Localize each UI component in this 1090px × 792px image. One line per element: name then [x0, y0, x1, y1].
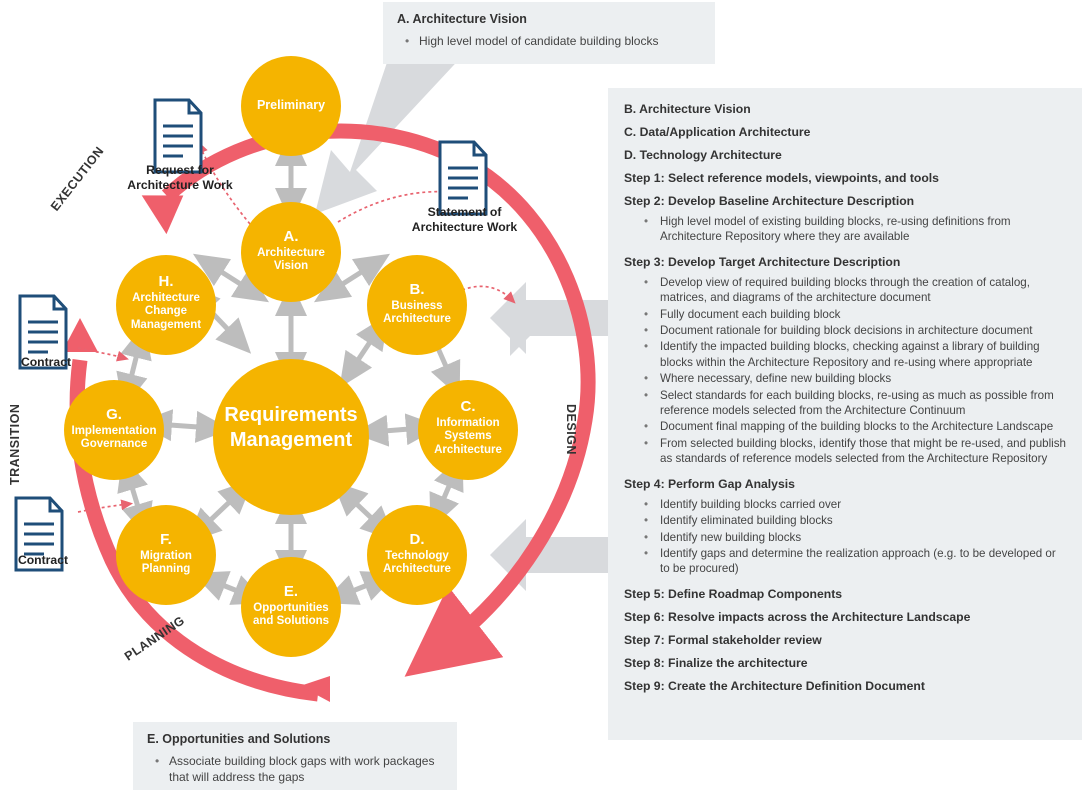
list-item: • Document final mapping of the building blocks to the Architecture Landscape [624, 419, 1066, 434]
circle-e [241, 557, 341, 657]
callout-opps-bullet-1: • Associate building block gaps with work packages that will address the gaps [147, 753, 443, 785]
phase-d-line1: Technology [385, 550, 449, 563]
panel-heading-step1: Step 1: Select reference models, viewpoints, and tools [624, 171, 939, 185]
circle-d [367, 505, 467, 605]
circle-b [367, 255, 467, 355]
center-line1: Requirements [224, 404, 358, 426]
panel-heading-step2: Step 2: Develop Baseline Architecture Description [624, 194, 915, 208]
center-line2: Management [229, 429, 353, 451]
phase-f-letter: F. [160, 531, 172, 548]
circle-a [241, 202, 341, 302]
phase-b-letter: B. [409, 281, 425, 298]
circle-c [418, 380, 518, 480]
list-item: • High level model of existing building blocks, re-using definitions from Architecture Repository where they are available [624, 214, 1066, 245]
list-item: • From selected building blocks, identify those that might be re-used, and publish as standards of reference models selected from the Architecture Repository [624, 436, 1066, 467]
circle-requirements-management [213, 359, 369, 515]
request-line2: Architecture Work [127, 178, 233, 193]
panel-heading-step8: Step 8: Finalize the architecture [624, 655, 808, 670]
callout-opps-list [147, 753, 443, 785]
label-statement-of-architecture-work [392, 205, 537, 236]
panel-heading-d: D. Technology Architecture [624, 148, 782, 162]
panel-list-step2 [624, 214, 1066, 245]
phase-g-letter: G. [106, 406, 122, 423]
label-preliminary: Preliminary [256, 98, 326, 112]
cycle-word-design: DESIGN [564, 404, 578, 455]
phase-c-letter: C. [460, 398, 476, 415]
callout-opportunities-and-solutions [133, 722, 457, 790]
cycle-word-transition: TRANSITION [8, 403, 22, 485]
phase-d-letter: D. [409, 531, 425, 548]
circle-preliminary [241, 56, 341, 156]
cycle-word-execution: EXECUTION [48, 143, 107, 214]
phase-b-line1: Business [391, 300, 443, 313]
circle-f [116, 505, 216, 605]
list-item: • Where necessary, define new building blocks [624, 371, 1066, 386]
phase-e-letter: E. [283, 583, 299, 600]
callout-opps-title: E. Opportunities and Solutions [147, 732, 331, 746]
list-item: • Select standards for each building blocks, re-using as much as possible from reference models selected from the Architecture Continuum [624, 388, 1066, 419]
contract-bottom-text: Contract [17, 553, 69, 567]
phase-c-line3: Architecture [434, 443, 502, 456]
phase-h-line3: Management [130, 318, 202, 331]
list-item: • Identify eliminated building blocks [624, 513, 1066, 528]
callout-vision-title: A. Architecture Vision [397, 12, 527, 26]
panel-list-step3 [624, 275, 1066, 467]
phase-d-line2: Architecture [383, 563, 451, 576]
circle-g [64, 380, 164, 480]
label-contract-bottom [0, 553, 86, 568]
statement-line2: Architecture Work [411, 220, 518, 235]
panel-heading-step6: Step 6: Resolve impacts across the Architecture Landscape [624, 609, 971, 624]
panel-heading-c: C. Data/Application Architecture [624, 125, 811, 139]
phase-g-line1: Implementation [71, 425, 157, 438]
phase-e-line1: Opportunities [253, 602, 329, 615]
panel-heading-step7: Step 7: Formal stakeholder review [624, 632, 822, 647]
cycle-word-planning: PLANNING [122, 613, 188, 664]
panel-heading-step9: Step 9: Create the Architecture Definition Document [624, 678, 925, 693]
phase-c-line2: Systems [444, 430, 492, 443]
phase-b-line2: Architecture [383, 313, 451, 326]
list-item: • Develop view of required building blocks through the creation of catalog, matrices, and diagrams of the architecture document [624, 275, 1066, 306]
circle-h [116, 255, 216, 355]
panel-heading-step3: Step 3: Develop Target Architecture Description [624, 254, 901, 269]
phase-f-line2: Planning [141, 563, 191, 576]
callout-architecture-vision [383, 2, 715, 64]
panel-heading-step4: Step 4: Perform Gap Analysis [624, 476, 795, 491]
panel-heading-step5: Step 5: Define Roadmap Components [624, 586, 843, 601]
phase-h-line1: Architecture [132, 292, 200, 305]
list-item: • Identify the impacted building blocks, checking against a library of building blocks within the Architecture Repository and re-using where appropriate [624, 339, 1066, 370]
phase-a-line2: Vision [273, 260, 309, 273]
phase-h-line2: Change [144, 305, 188, 318]
list-item: • Fully document each building block [624, 307, 1066, 322]
list-item: • Identify gaps and determine the realization approach (e.g. to be developed or to be procured) [624, 546, 1066, 577]
list-item: • Document rationale for building block decisions in architecture document [624, 323, 1066, 338]
phase-e-line2: and Solutions [252, 615, 330, 628]
panel-heading-b: B. Architecture Vision [624, 102, 751, 116]
panel-list-step4 [624, 497, 1066, 577]
statement-line1: Statement of [427, 205, 502, 219]
phase-c-line1: Information [436, 417, 500, 430]
callout-vision-list [397, 33, 701, 49]
phase-f-line1: Migration [140, 550, 192, 563]
list-item: • Identify new building blocks [624, 530, 1066, 545]
contract-top-text: Contract [20, 355, 72, 369]
label-request-for-architecture-work [110, 163, 250, 194]
phase-a-line1: Architecture [257, 247, 325, 260]
callout-vision-bullet-1: • High level model of candidate building blocks [397, 33, 701, 49]
steps-panel [608, 88, 1082, 740]
label-contract-top [3, 355, 89, 370]
phase-a-letter: A. [283, 228, 299, 245]
phase-g-line2: Governance [80, 438, 148, 451]
list-item: • Identify building blocks carried over [624, 497, 1066, 512]
request-line1: Request for [146, 163, 214, 177]
phase-h-letter: H. [158, 273, 174, 290]
